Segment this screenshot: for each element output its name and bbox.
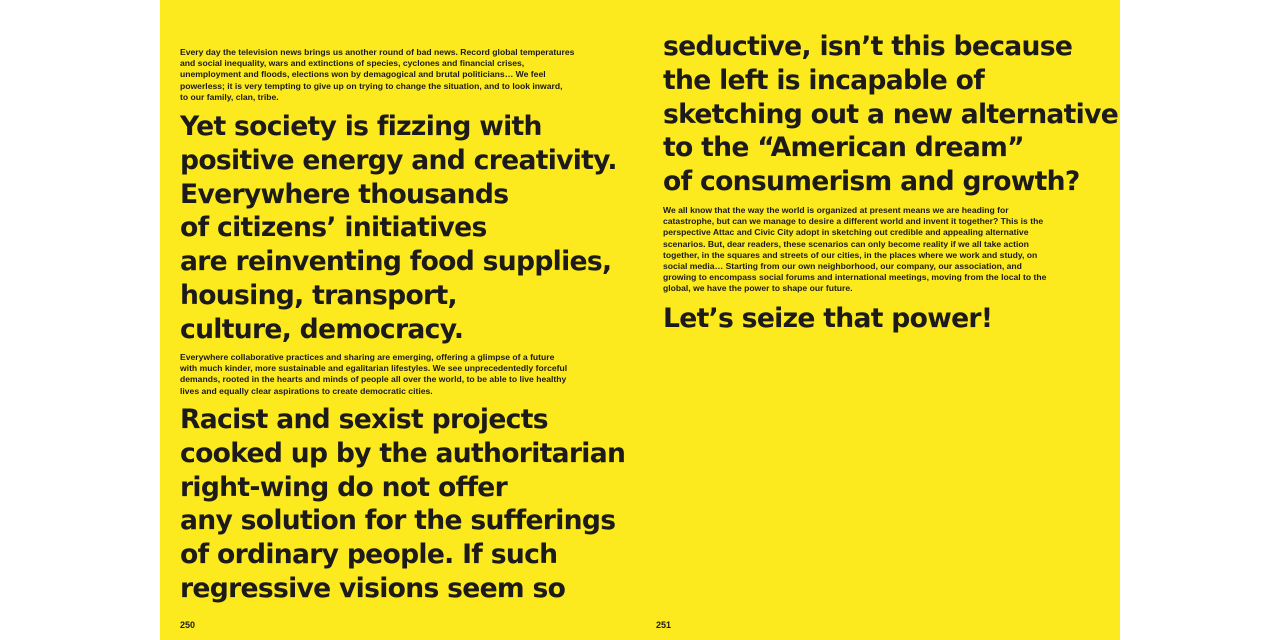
intro-paragraph: Every day the television news brings us another round of bad news. Record global temperatures and social inequality, wars and extinctions of species, cyclones and financial crises, unemployment and floods, elections won by demagogical and brutal politicians… We feel powerless; it is very tempting to give up on trying to change the situation, and to look inward, to our family, clan, tribe. — [180, 47, 575, 102]
headline-racist-projects: Racist and sexist projects cooked up by the authoritarian right-wing do not offer any solution for the sufferings of ordinary people. If such regressive visions seem so — [180, 404, 626, 604]
left-page — [180, 0, 630, 640]
headline-seductive: seductive, isn’t this because the left is incapable of sketching out a new alternative to the “American dream” of consumerism and growth? — [663, 31, 1119, 198]
headline-seize-power: Let’s seize that power! — [663, 303, 993, 334]
right-page — [656, 0, 1119, 640]
page-number-left: 250 — [180, 620, 196, 630]
headline-society-fizzing: Yet society is fizzing with positive energy and creativity. Everywhere thousands of citizens’ initiatives are reinventing food supplies, housing, transport, culture, democracy. — [180, 111, 617, 345]
body-paragraph: We all know that the way the world is organized at present means we are heading for catastrophe, but can we manage to desire a different world and invent it together? This is the perspective Attac and Civic City adopt in sketching out credible and appealing alternative scenarios. But, dear readers, these scenarios can only become reality if we all take action together, in the squares and streets of our cities, in the places where we work and study, on social media… Starting from our own neighborhood, our company, our association, and growing to encompass social forums and international meetings, moving from the local to the global, we have the power to shape our future. — [663, 205, 1047, 294]
page-number-right: 251 — [656, 620, 672, 630]
collaborative-practices-paragraph: Everywhere collaborative practices and sharing are emerging, offering a glimpse of a future with much kinder, more sustainable and egalitarian lifestyles. We see unprecedentedly forceful demands, rooted in the hearts and minds of people all over the world, to be able to live healthy lives and equally clear aspirations to create democratic cities. — [180, 352, 568, 396]
book-spread — [160, 0, 1120, 640]
